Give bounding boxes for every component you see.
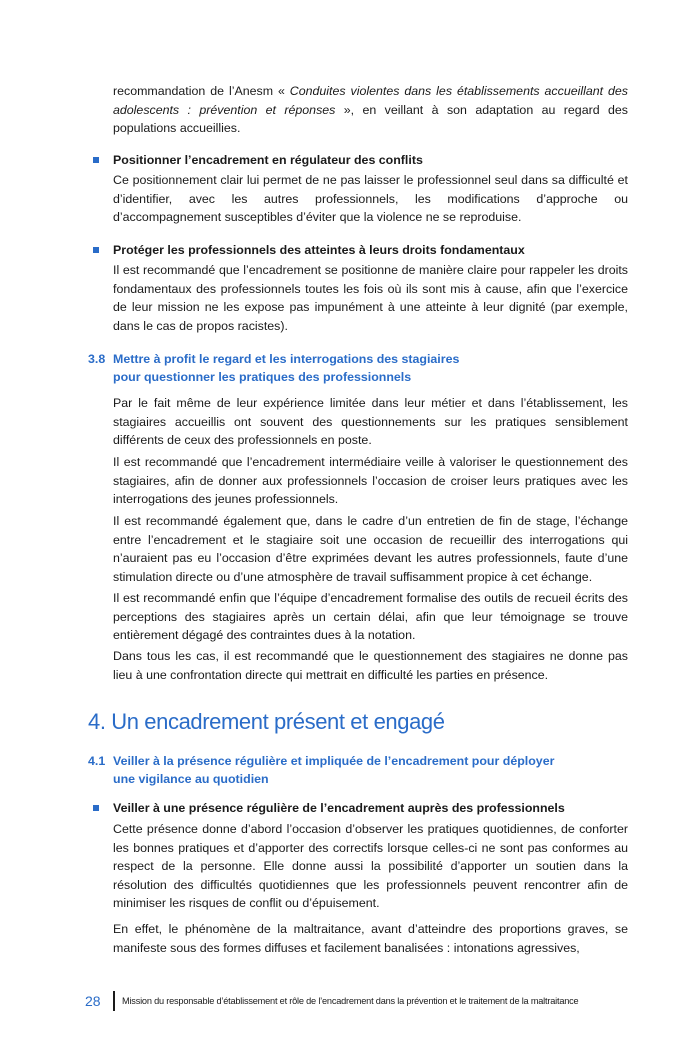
paragraph-text: Il est recommandé que l’encadrement intermédiaire veille à valoriser le questionnement des stagiaires, afin de donner aux professionnels l’occasion de croiser leurs pratiques avec les interrogations des jeunes professionnels. <box>113 455 628 507</box>
chapter-heading: 4. Un encadrement présent et engagé <box>88 709 445 734</box>
bullet-text: Ce positionnement clair lui permet de ne pas laisser le professionnel seul dans sa difficulté et d’identifier, avec les autres professionnels, les modifications d’approche ou d’accompagnement susceptibles d’éviter que la violence ne se reproduise. <box>113 173 628 225</box>
bullet-paragraph <box>113 171 628 227</box>
square-bullet-icon <box>93 247 99 253</box>
intro-title-italic-1: Conduites violentes dans les établissements accueillant des <box>289 84 628 98</box>
intro-end: accueillies. <box>179 121 241 136</box>
section-paragraph <box>113 647 628 684</box>
paragraph-text: Par le fait même de leur expérience limitée dans leur métier et dans l’établissement, les stagiaires accueillis ont souvent des questionnements sur les pratiques sensiblement différents de ceux des professionnels en poste. <box>113 396 628 448</box>
section-number: 4.1 <box>88 754 106 768</box>
section-title-line: pour questionner les pratiques des professionnels <box>113 370 412 384</box>
section-paragraph <box>113 820 628 913</box>
intro-prefix: recommandation de l’Anesm « <box>113 84 290 98</box>
paragraph-text: Il est recommandé également que, dans le cadre d’un entretien de fin de stage, l’échange entre l’encadrement et le stagiaire soit une occasion de recueillir des interrogations qui n’auraient pas eu l’occasion d’être exprimées devant les autres professionnels, faute d’une stimulation directe ou d’une atmosphère de travail suffisamment propice à cet échange. <box>113 514 628 584</box>
section-title <box>113 350 633 386</box>
bullet-title: Protéger les professionnels des atteintes à leurs droits fondamentaux <box>113 243 525 257</box>
footer-divider <box>113 991 115 1011</box>
paragraph-text: Dans tous les cas, il est recommandé que le questionnement des stagiaires ne donne pas lieu à une confrontation directe qui mettrait en difficulté les parties en présence. <box>113 649 628 682</box>
paragraph-text: Il est recommandé enfin que l’équipe d’encadrement formalise des outils de recueil écrits des perceptions des stagiaires après un certain délai, afin que leur témoignage se trouve entièrement dégagé des contraintes dues à la notation. <box>113 591 628 643</box>
bullet-title: Veiller à une présence régulière de l’encadrement auprès des professionnels <box>113 801 565 815</box>
paragraph-text: En effet, le phénomène de la maltraitance, avant d’atteindre des proportions graves, se manifeste sous des formes diffuses et facilement banalisées : intonations agressives, <box>113 922 628 955</box>
section-title <box>113 752 633 788</box>
page-footer <box>85 991 645 1013</box>
section-title-line: Veiller à la présence régulière et impliquée de l’encadrement pour déployer <box>113 754 555 768</box>
section-title-line: une vigilance au quotidien <box>113 772 269 786</box>
intro-paragraph <box>113 82 628 138</box>
section-number: 3.8 <box>88 352 106 366</box>
section-paragraph <box>113 589 628 645</box>
intro-suffix: », en veillant à son adaptation au regard des populations <box>113 102 628 136</box>
section-paragraph <box>113 394 628 450</box>
section-paragraph <box>113 920 628 957</box>
paragraph-text: Cette présence donne d’abord l’occasion d’observer les pratiques quotidiennes, de conforter les bonnes pratiques et d’apporter des correctifs lorsque celles-ci ne sont pas conformes au respect de la personne. Elle donne aussi la possibilité d’apporter un soutien dans la résolution des difficultés quotidiennes que les professionnels peuvent rencontrer afin de minimiser les risques de conflit ou d’épuisement. <box>113 822 628 911</box>
bullet-title: Positionner l’encadrement en régulateur des conflits <box>113 153 423 167</box>
square-bullet-icon <box>93 805 99 811</box>
running-footer-title: Mission du responsable d’établissement et rôle de l’encadrement dans la prévention et le traitement de la maltraitance <box>122 996 579 1006</box>
section-title-line: Mettre à profit le regard et les interrogations des stagiaires <box>113 352 460 366</box>
bullet-text: Il est recommandé que l’encadrement se positionne de manière claire pour rappeler les droits fondamentaux des professionnels toutes les fois où ils sont mis à cause, afin que l’exercice de leur mission ne les expose pas impunément à une atteinte à leur dignité (par exemple, dans le cas de propos racistes). <box>113 263 628 333</box>
square-bullet-icon <box>93 157 99 163</box>
page-number: 28 <box>85 993 101 1009</box>
section-paragraph <box>113 512 628 586</box>
intro-title-italic-2: adolescents : prévention et réponses <box>113 102 336 117</box>
section-paragraph <box>113 453 628 509</box>
bullet-paragraph <box>113 261 628 335</box>
